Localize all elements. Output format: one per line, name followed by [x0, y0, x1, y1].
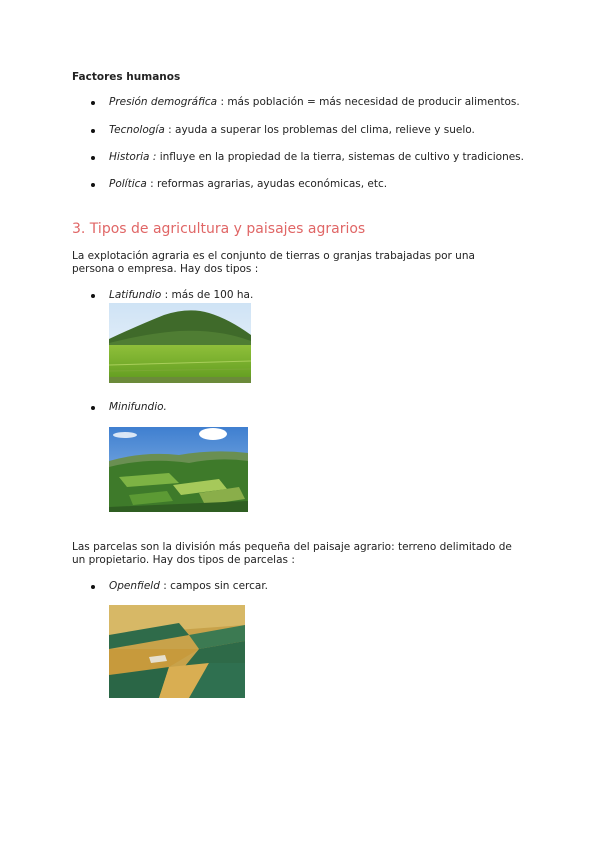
- openfield-photo: [109, 605, 245, 698]
- minifundio-photo: [109, 427, 248, 512]
- list-item: Política : reformas agrarias, ayudas económicas, etc.: [109, 178, 388, 190]
- bullet-icon: [91, 294, 95, 298]
- bullet-icon: [91, 101, 95, 105]
- latifundio-photo: [109, 303, 251, 383]
- parcel-paragraph-line: un propietario. Hay dos tipos de parcelas :: [72, 554, 295, 566]
- bullet-icon: [91, 406, 95, 410]
- intro-paragraph-line: persona o empresa. Hay dos tipos :: [72, 263, 259, 275]
- section-title: 3. Tipos de agricultura y paisajes agrarios: [72, 221, 366, 237]
- list-item: Latifundio : más de 100 ha.: [109, 289, 254, 301]
- list-item: Openfield : campos sin cercar.: [109, 580, 269, 592]
- section-heading-human-factors: Factores humanos: [72, 71, 181, 83]
- bullet-icon: [91, 585, 95, 589]
- bullet-icon: [91, 156, 95, 160]
- list-item: Historia : influye en la propiedad de la tierra, sistemas de cultivo y tradiciones.: [109, 151, 524, 163]
- parcel-paragraph-line: Las parcelas son la división más pequeña del paisaje agrario: terreno delimitado de: [72, 541, 512, 553]
- list-item: Minifundio.: [109, 401, 167, 413]
- list-item: Tecnología : ayuda a superar los problemas del clima, relieve y suelo.: [109, 124, 475, 136]
- intro-paragraph-line: La explotación agraria es el conjunto de tierras o granjas trabajadas por una: [72, 250, 475, 262]
- bullet-icon: [91, 129, 95, 133]
- bullet-icon: [91, 183, 95, 187]
- list-item: Presión demográfica : más población = más necesidad de producir alimentos.: [109, 96, 520, 108]
